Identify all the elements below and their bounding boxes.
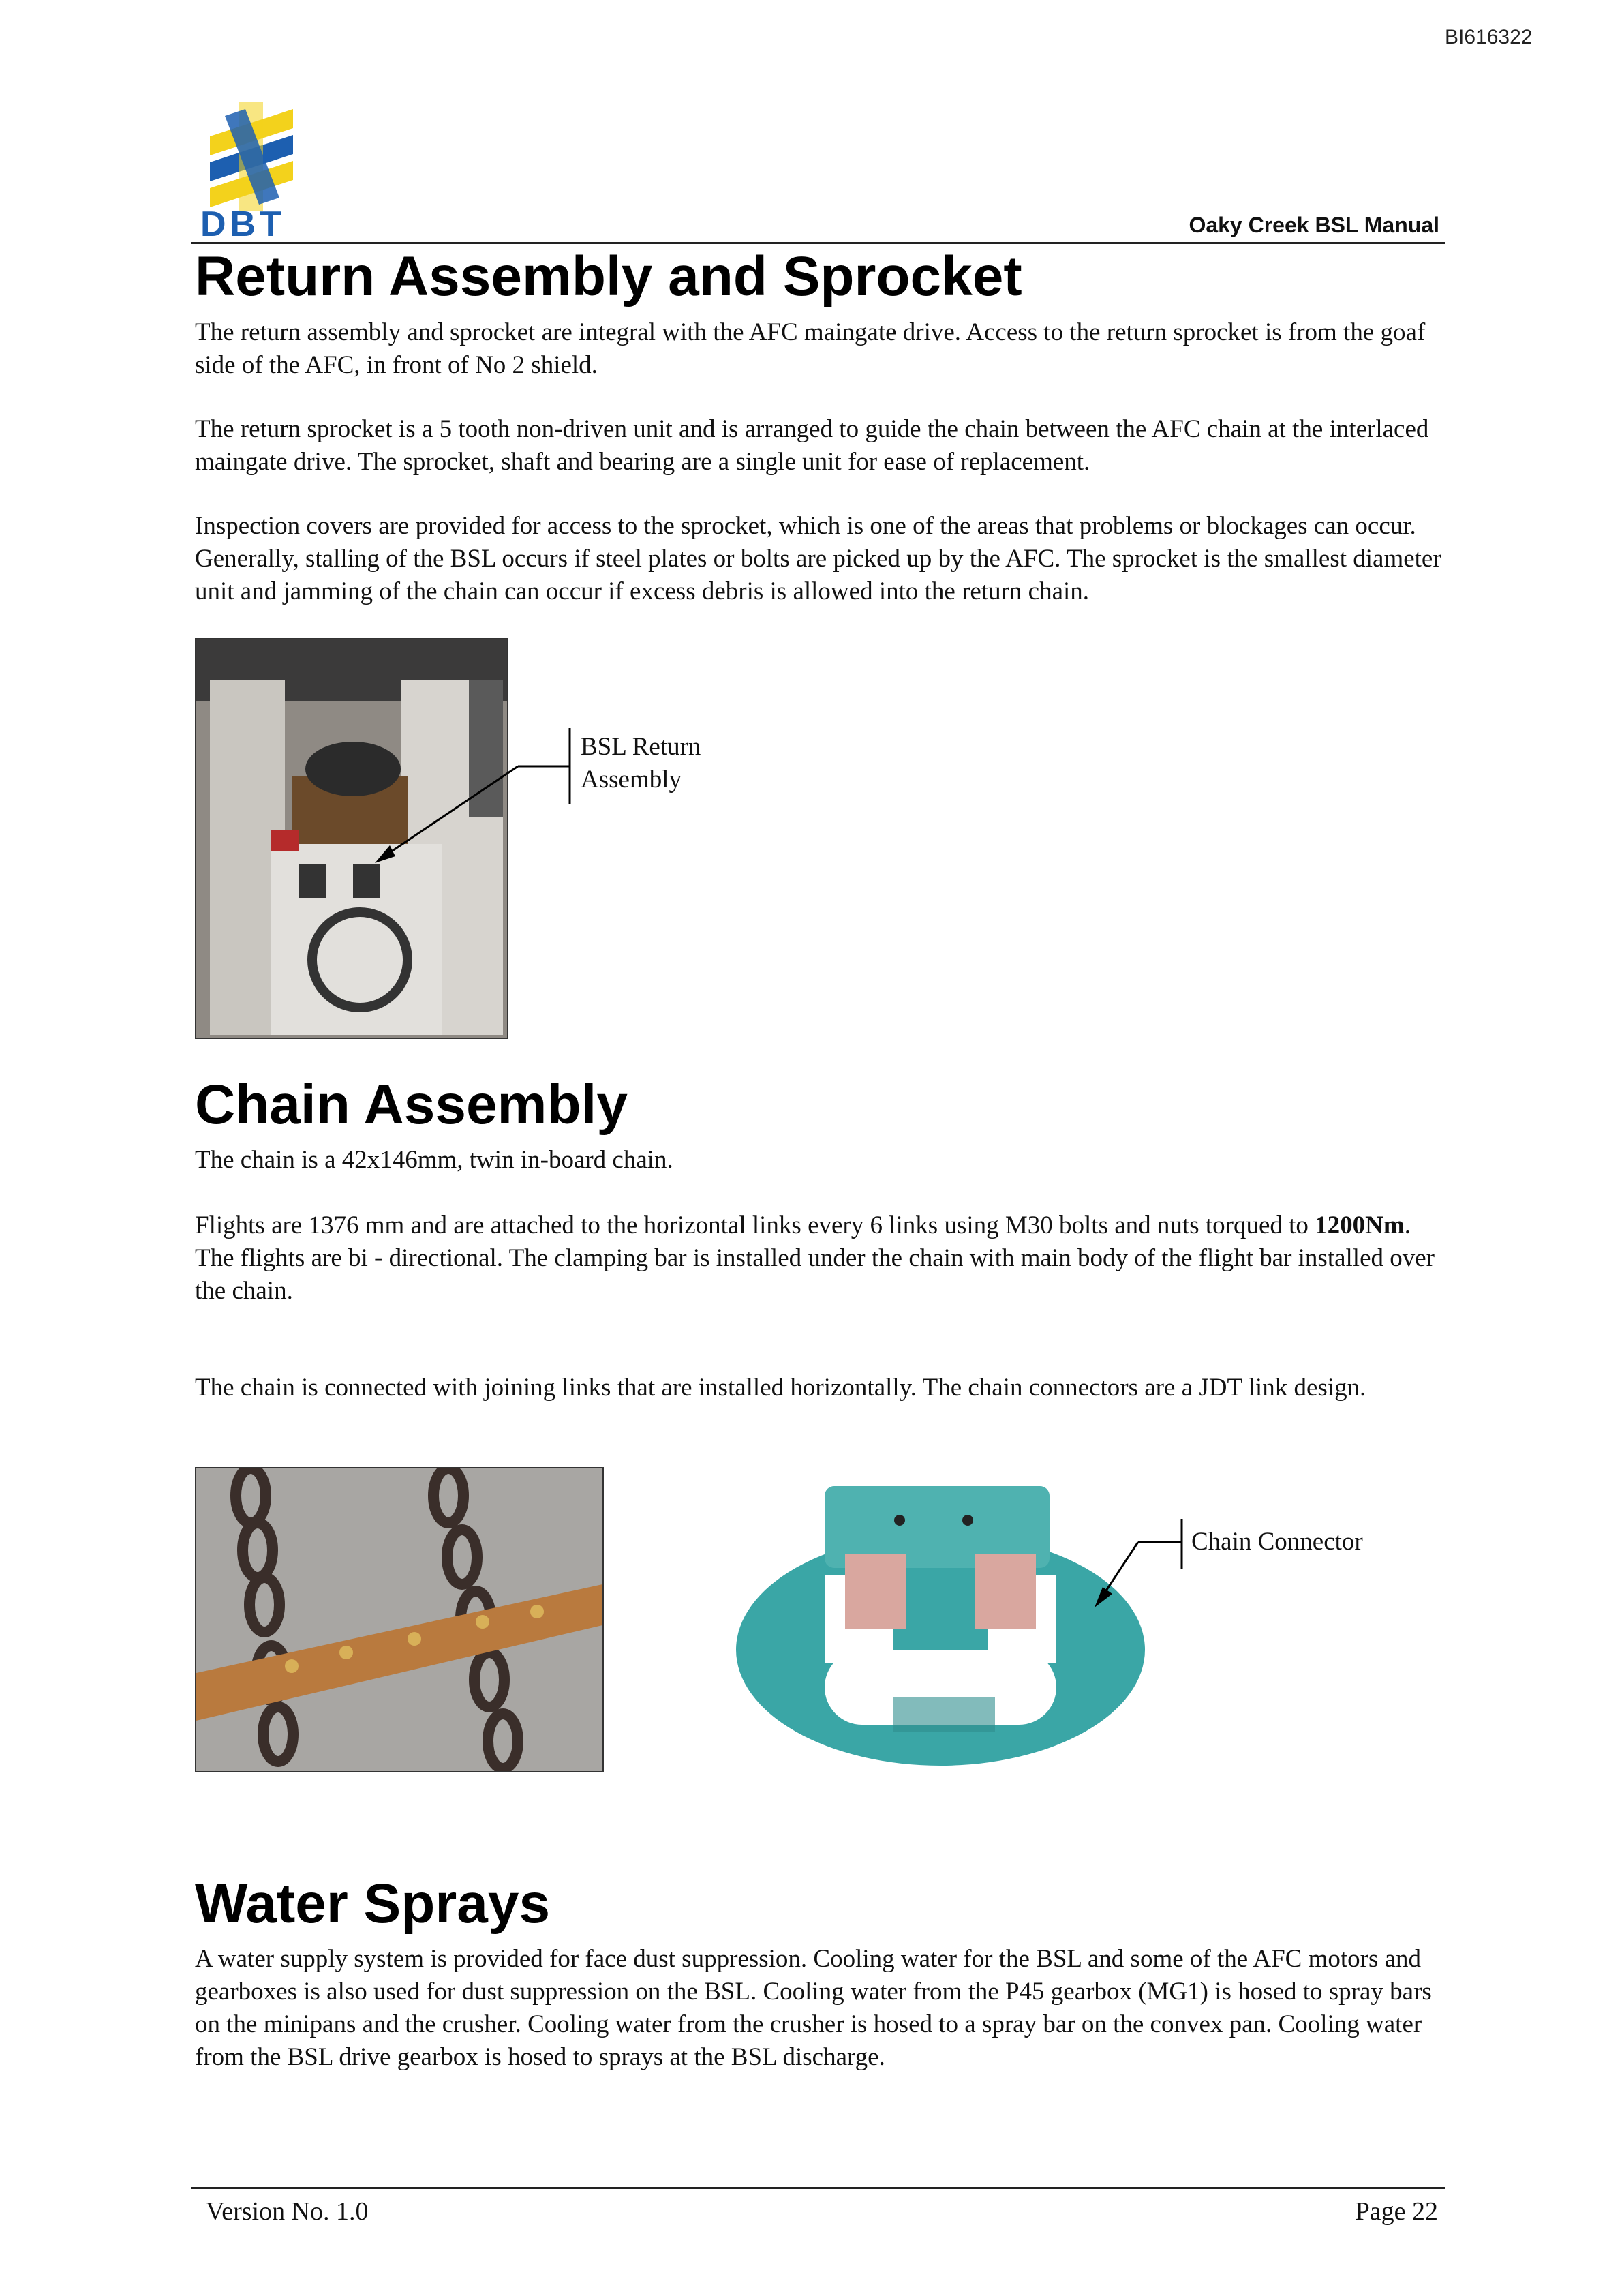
manual-title: Oaky Creek BSL Manual xyxy=(1189,213,1439,237)
paragraph-return-1: The return assembly and sprocket are integral with the AFC maingate drive. Access to the return sprocket is from the goaf side of the AFC, in front of No 2 shield. xyxy=(195,318,1426,379)
dbt-logo xyxy=(198,95,307,239)
callout-bsl-return-line1: BSL Return xyxy=(581,733,701,761)
paragraph-return-2: The return sprocket is a 5 tooth non-driven unit and is arranged to guide the chain between the AFC chain at the interlaced maingate drive. The sprocket, shaft and bearing are a single unit for ease of replacement. xyxy=(195,415,1429,476)
callout-chain-connector: Chain Connector xyxy=(1191,1528,1363,1556)
dbt-logo-mark-icon xyxy=(198,95,307,239)
document-id: BI616322 xyxy=(1445,26,1533,48)
footer-version: Version No. 1.0 xyxy=(206,2197,369,2226)
footer-page-number: Page 22 xyxy=(1355,2197,1438,2226)
paragraph-return-3: Inspection covers are provided for access to the sprocket, which is one of the areas that problems or blockages can occur. Generally, stalling of the BSL occurs if steel plates or bolts are picked up by the AFC. The sprocket is the smallest diameter unit and jamming of the chain can occur if excess debris is allowed into the return chain. xyxy=(195,512,1441,605)
paragraph-chain-1: The chain is a 42x146mm, twin in-board chain. xyxy=(195,1146,673,1174)
chain-text-part1: Flights are 1376 mm and are attached to the horizontal links every 6 links using M30 bolts and nuts torqued to xyxy=(195,1211,1315,1239)
header-divider xyxy=(191,242,1445,244)
heading-chain-assembly: Chain Assembly xyxy=(195,1074,628,1136)
footer-divider xyxy=(191,2187,1445,2189)
chain-text-part2: . The flights are bi - directional. The clamping bar is installed under the chain with main body of the flight bar installed over the chain. xyxy=(195,1211,1435,1305)
heading-water-sprays: Water Sprays xyxy=(195,1873,551,1935)
chain-connector-callout-pointer xyxy=(1090,1513,1186,1616)
callout-bsl-return-line2: Assembly xyxy=(581,766,682,794)
torque-value: 1200Nm xyxy=(1315,1211,1405,1239)
logo-text: DBT xyxy=(200,205,286,239)
chain-flight-photo xyxy=(195,1467,604,1772)
paragraph-chain-2 xyxy=(195,1209,1449,1308)
heading-return-assembly: Return Assembly and Sprocket xyxy=(195,245,1022,307)
paragraph-chain-3: The chain is connected with joining links that are installed horizontally. The chain connectors are a JDT link design. xyxy=(195,1374,1366,1402)
return-callout-pointer xyxy=(368,723,579,873)
paragraph-water-sprays: A water supply system is provided for face dust suppression. Cooling water for the BSL and some of the AFC motors and gearboxes is also used for dust suppression on the BSL. Cooling water from the P45 gearbox (MG1) is hosed to spray bars on the minipans and the crusher. Cooling water from the crusher is hosed to a spray bar on the convex pan. Cooling water from the BSL drive gearbox is hosed to sprays at the BSL discharge. xyxy=(195,1945,1432,2071)
